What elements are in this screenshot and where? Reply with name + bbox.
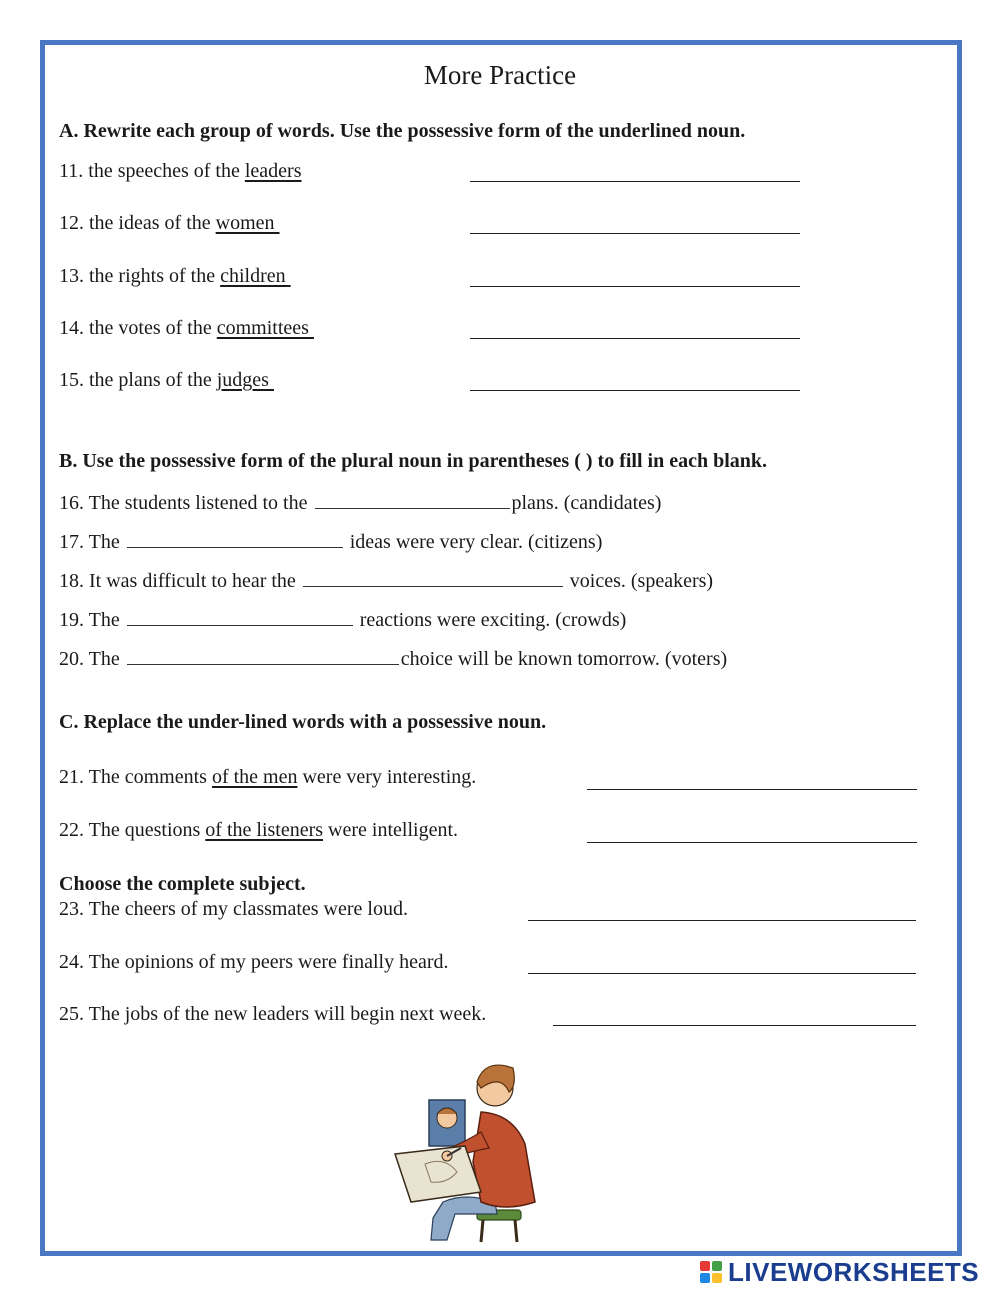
section-c-heading: C. Replace the under-lined words with a possessive noun. bbox=[59, 711, 547, 733]
red-shirt bbox=[473, 1112, 535, 1207]
item-23: 23. The cheers of my classmates were loud. bbox=[59, 898, 408, 920]
item-17 bbox=[59, 527, 602, 554]
item-text: ideas were very clear. (citizens) bbox=[344, 531, 603, 553]
item-text: 21. The comments bbox=[59, 766, 212, 788]
answer-line-25[interactable] bbox=[553, 1025, 916, 1026]
item-text: 12. the ideas of the bbox=[59, 212, 216, 234]
item-text: 22. The questions bbox=[59, 819, 206, 841]
item-25: 25. The jobs of the new leaders will begin next week. bbox=[59, 1003, 487, 1025]
logo-square bbox=[712, 1273, 722, 1283]
fill-blank-17[interactable] bbox=[127, 527, 343, 548]
underlined-noun: leaders bbox=[244, 160, 302, 182]
item-11 bbox=[59, 160, 302, 183]
item-text: reactions were exciting. (crowds) bbox=[354, 609, 627, 631]
fill-blank-18[interactable] bbox=[303, 566, 563, 587]
answer-line-11[interactable] bbox=[470, 181, 800, 182]
item-text: voices. (speakers) bbox=[564, 570, 714, 592]
item-text: 18. It was difficult to hear the bbox=[59, 570, 301, 592]
underlined-noun: children bbox=[220, 265, 291, 287]
logo-text: LIVEWORKSHEETS bbox=[728, 1256, 980, 1287]
liveworksheets-logo bbox=[700, 1258, 979, 1286]
item-text: 20. The bbox=[59, 648, 125, 670]
page-title: More Practice bbox=[423, 60, 577, 90]
item-18 bbox=[59, 566, 713, 593]
item-text: plans. (candidates) bbox=[511, 492, 662, 514]
logo-square bbox=[700, 1273, 710, 1283]
fill-blank-16[interactable] bbox=[315, 488, 510, 509]
item-19 bbox=[59, 605, 626, 632]
item-text: 19. The bbox=[59, 609, 125, 631]
answer-line-24[interactable] bbox=[528, 973, 916, 974]
answer-line-22[interactable] bbox=[587, 842, 917, 843]
item-text: were intelligent. bbox=[323, 819, 458, 841]
item-21 bbox=[59, 766, 476, 789]
answer-line-15[interactable] bbox=[470, 390, 800, 391]
fill-blank-19[interactable] bbox=[127, 605, 353, 626]
item-text: were very interesting. bbox=[297, 766, 477, 788]
item-text: choice will be known tomorrow. (voters) bbox=[400, 648, 728, 670]
item-24: 24. The opinions of my peers were finally heard. bbox=[59, 951, 449, 973]
item-text: 16. The students listened to the bbox=[59, 492, 313, 514]
item-text: 15. the plans of the bbox=[59, 369, 217, 391]
underlined-phrase: of the men bbox=[211, 766, 298, 788]
logo-square bbox=[712, 1261, 722, 1271]
item-15 bbox=[59, 369, 274, 392]
underlined-noun: committees bbox=[216, 317, 314, 339]
underlined-noun: judges bbox=[216, 369, 274, 391]
drawing-board bbox=[395, 1146, 481, 1202]
item-text: 13. the rights of the bbox=[59, 265, 221, 287]
section-a-heading: A. Rewrite each group of words. Use the possessive form of the underlined noun. bbox=[59, 120, 746, 142]
item-text: 17. The bbox=[59, 531, 125, 553]
answer-line-14[interactable] bbox=[470, 338, 800, 339]
section-d-heading: Choose the complete subject. bbox=[59, 873, 306, 895]
boy-drawing-illustration bbox=[385, 1052, 545, 1244]
answer-line-21[interactable] bbox=[587, 789, 917, 790]
logo-square bbox=[700, 1261, 710, 1271]
answer-line-12[interactable] bbox=[470, 233, 800, 234]
item-12 bbox=[59, 212, 280, 235]
underlined-noun: women bbox=[215, 212, 280, 234]
logo-icon bbox=[700, 1261, 722, 1283]
section-b-heading: B. Use the possessive form of the plural noun in parentheses ( ) to fill in each blank. bbox=[59, 450, 768, 472]
item-text: 14. the votes of the bbox=[59, 317, 217, 339]
underlined-phrase: of the listeners bbox=[205, 819, 324, 841]
answer-line-23[interactable] bbox=[528, 920, 916, 921]
item-13 bbox=[59, 265, 291, 288]
fill-blank-20[interactable] bbox=[127, 644, 399, 665]
item-22 bbox=[59, 819, 458, 842]
item-text: 11. the speeches of the bbox=[59, 160, 245, 182]
item-16 bbox=[59, 488, 661, 515]
answer-line-13[interactable] bbox=[470, 286, 800, 287]
item-20 bbox=[59, 644, 727, 671]
item-14 bbox=[59, 317, 314, 340]
